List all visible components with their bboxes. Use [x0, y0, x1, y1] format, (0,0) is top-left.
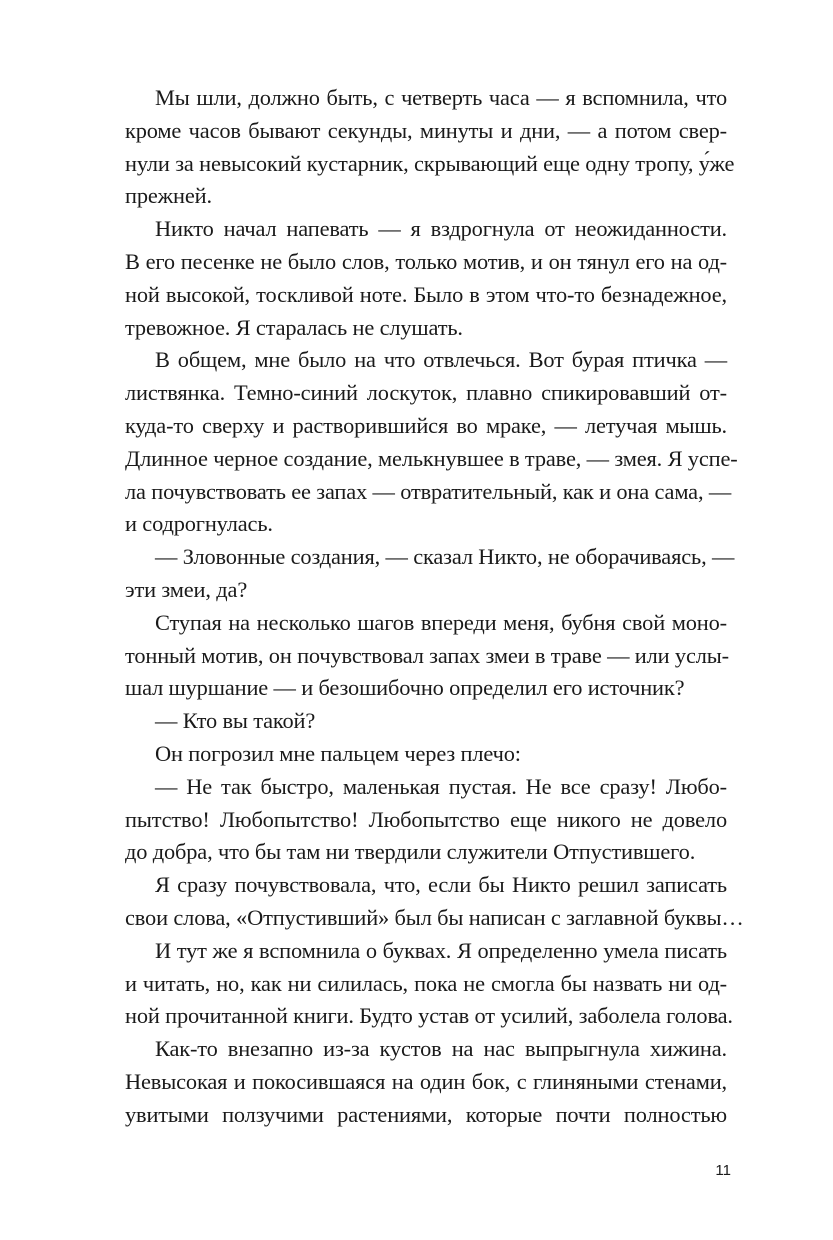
text-line: листвянка. Темно-синий лоскуток, плавно спикировавший от-: [125, 380, 727, 406]
text-line: Длинное черное создание, мелькнувшее в траве, — змея. Я успе-: [125, 445, 738, 471]
text-line: пытство! Любопытство! Любопытство еще никого не довело: [125, 806, 727, 832]
text-line: тонный мотив, он почувствовал запах змеи в траве — или услы-: [125, 642, 729, 668]
paragraph: [125, 1033, 727, 1131]
text-line: тревожное. Я старалась не слушать.: [125, 314, 463, 340]
text-line: — Зловонные создания, — сказал Никто, не оборачиваясь, —: [155, 544, 735, 570]
text-line: Невысокая и покосившаяся на один бок, с глиняными стенами,: [125, 1068, 727, 1094]
text-line: Мы шли, должно быть, с четверть часа — я вспомнила, что: [155, 85, 727, 110]
paragraph: [125, 344, 738, 541]
text-line: нули за невысокий кустарник, скрывающий еще одну тропу, у́же: [125, 150, 735, 176]
paragraph: [125, 935, 733, 1033]
text-line: Как-то внезапно из-за кустов на нас выпрыгнула хижина.: [155, 1036, 727, 1062]
paragraph: [125, 738, 727, 771]
text-line: В общем, мне было на что отвлечься. Вот бурая птичка —: [155, 347, 727, 373]
paragraph: [125, 541, 735, 607]
text-line: Я сразу почувствовала, что, если бы Никто решил записать: [155, 872, 727, 898]
text-line: свои слова, «Отпустивший» был бы написан с заглавной буквы…: [125, 904, 744, 930]
text-line: Он погрозил мне пальцем через плечо:: [155, 740, 521, 766]
text-line: И тут же я вспомнила о буквах. Я определенно умела писать: [155, 937, 727, 963]
text-line: прежней.: [125, 183, 212, 209]
paragraph: [125, 869, 744, 935]
text-line: эти змеи, да?: [125, 576, 248, 602]
text-line: ной высокой, тоскливой ноте. Было в этом что-то безнадежное,: [125, 281, 727, 307]
page-number: 11: [715, 1162, 731, 1179]
text-line: и читать, но, как ни силилась, пока не смогла бы назвать ни од-: [125, 970, 727, 996]
text-line: ной прочитанной книги. Будто устав от усилий, заболела голова.: [125, 1003, 733, 1029]
text-line: — Не так быстро, маленькая пустая. Не все сразу! Любо-: [155, 773, 727, 799]
text-line: Ступая на несколько шагов впереди меня, бубня свой моно-: [155, 609, 727, 635]
text-line: кроме часов бывают секунды, минуты и дни, — а потом свер-: [125, 117, 727, 143]
text-line: шал шуршание — и безошибочно определил его источник?: [125, 675, 685, 701]
text-line: увитыми ползучими растениями, которые почти полностью: [125, 1101, 727, 1127]
text-line: куда-то сверху и растворившийся во мраке, — летучая мышь.: [125, 412, 727, 438]
text-line: В его песенке не было слов, только мотив, и он тянул его на од-: [125, 248, 727, 274]
paragraph: [125, 213, 727, 344]
text-line: Никто начал напевать — я вздрогнула от неожиданности.: [155, 216, 727, 242]
book-page-text: [125, 82, 744, 1132]
text-line: до добра, что бы там ни твердили служители Отпустившего.: [125, 839, 696, 865]
paragraph: [125, 607, 727, 705]
paragraph: [125, 771, 727, 869]
text-line: и содрогнулась.: [125, 511, 273, 537]
paragraph: [125, 82, 735, 213]
paragraph: [125, 705, 727, 738]
text-line: — Кто вы такой?: [155, 708, 316, 734]
text-line: ла почувствовать ее запах — отвратительный, как и она сама, —: [125, 478, 732, 504]
